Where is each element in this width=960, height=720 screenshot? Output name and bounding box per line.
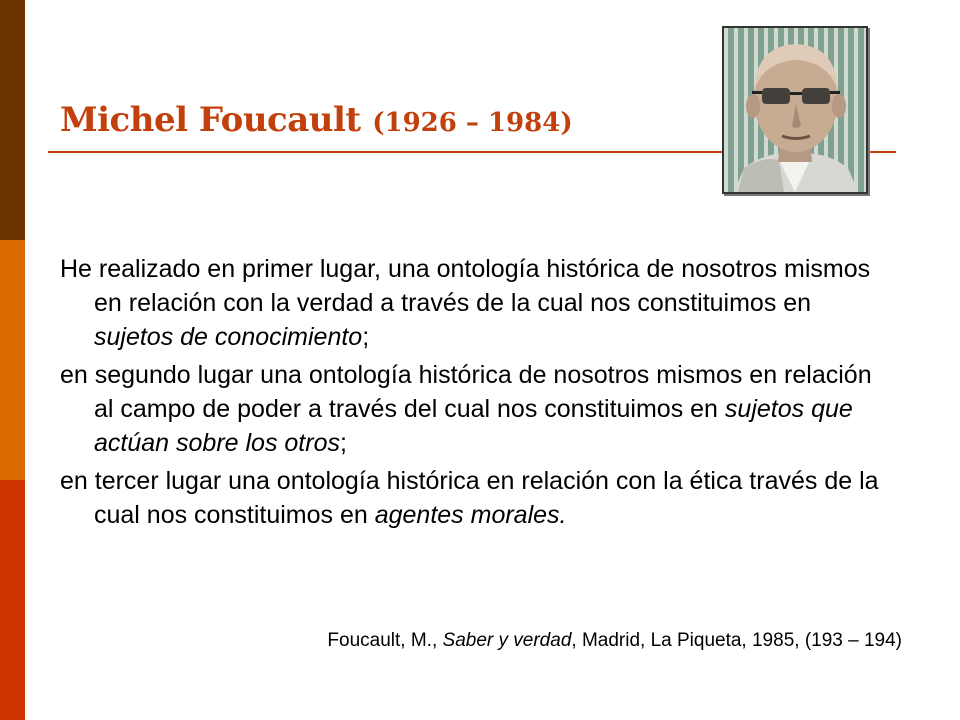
quote-paragraph-1 xyxy=(60,252,880,354)
title-name: Michel Foucault xyxy=(60,100,361,140)
citation-book-title: Saber y verdad xyxy=(442,630,572,651)
slide-title xyxy=(60,100,573,140)
sidebar-stripe-bottom xyxy=(0,480,25,720)
quote-paragraph-2 xyxy=(60,358,880,460)
sidebar-stripe-middle xyxy=(0,240,25,480)
quote-paragraph-3 xyxy=(60,464,880,532)
paragraph-2-end: ; xyxy=(339,429,347,457)
paragraph-1-end: ; xyxy=(362,323,370,351)
paragraph-1-text: He realizado en primer lugar, una ontología histórica de nosotros mismos en relación con la verdad a través de la cual nos constituimos en xyxy=(60,255,871,317)
paragraph-1-emphasis: sujetos de conocimiento xyxy=(94,323,363,351)
citation-author: Foucault, M., xyxy=(327,630,443,651)
title-years: (1926 – 1984) xyxy=(372,108,573,138)
portrait-photo xyxy=(722,26,868,194)
quote-body xyxy=(60,252,880,536)
portrait-illustration xyxy=(724,28,866,192)
paragraph-3-emphasis: agentes morales. xyxy=(374,501,567,529)
paragraph-3-text: en tercer lugar una ontología histórica en relación con la ética través de la cual nos constituimos en xyxy=(60,467,879,529)
paragraph-2-emphasis: sujetos que actúan sobre los otros xyxy=(94,395,853,457)
paragraph-2-text: en segundo lugar una ontología histórica de nosotros mismos en relación al campo de poder a través del cual nos constituimos en xyxy=(60,361,872,423)
citation-publication: , Madrid, La Piqueta, 1985, (193 – 194) xyxy=(571,630,902,651)
citation xyxy=(327,630,902,652)
sidebar-stripe-top xyxy=(0,0,25,240)
